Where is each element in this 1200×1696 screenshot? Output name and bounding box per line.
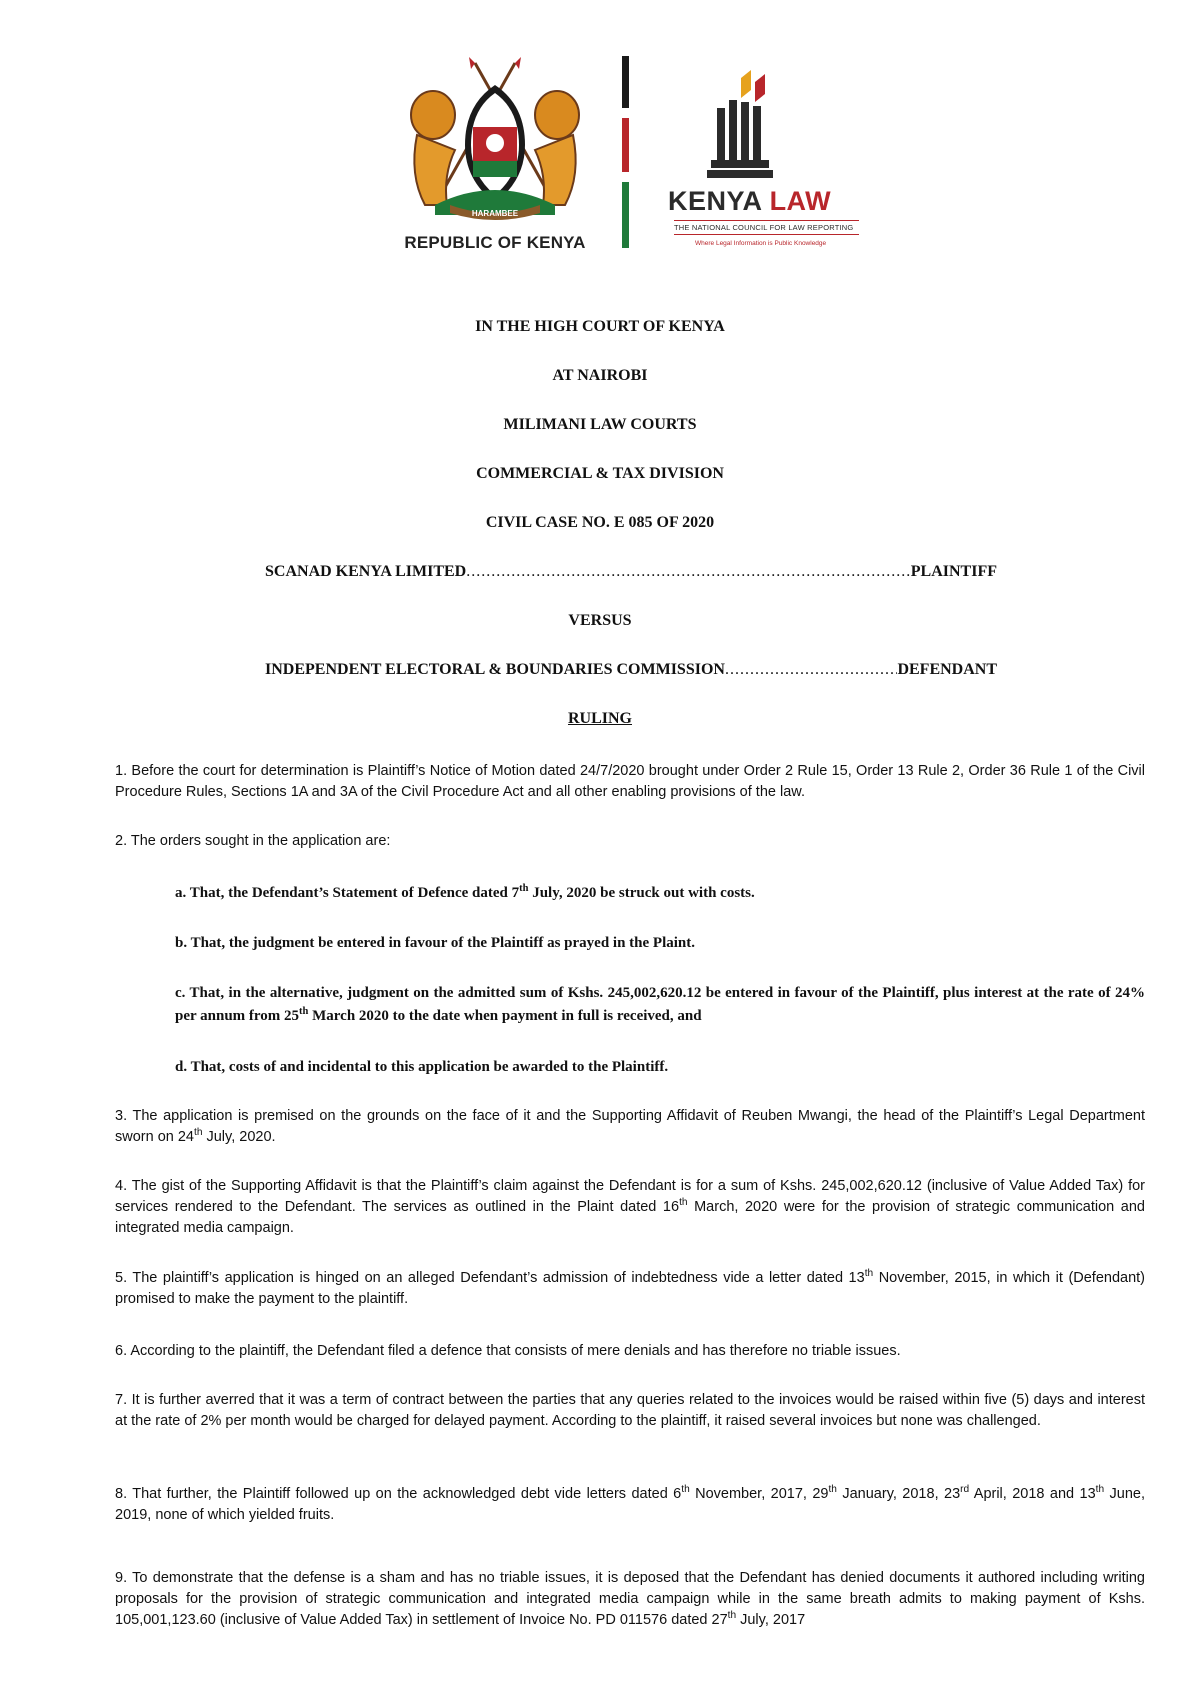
paragraph-3-sup: th [194,1127,203,1139]
order-c [175,982,1145,1028]
paragraph-5-text-2: November, 2015, in which it (Defendant) promised to make the payment to the plaintiff. [115,1270,1146,1307]
order-c-text-2: March 2020 to the date when payment in full is received, and [308,1008,702,1024]
paragraph-8-text-3: January, 2018, 23 [836,1486,961,1502]
order-a-text-2: July, 2020 be struck out with costs. [528,885,755,901]
paragraph-8-text-4: April, 2018 and 13 [969,1486,1096,1502]
plaintiff-line [265,563,997,581]
paragraph-8 [115,1484,1145,1526]
paragraph-4-text-1: 4. The gist of the Supporting Affidavit is that the Plaintiff’s claim against the Defendant is for a sum of Kshs. 245,002,620.12 (inclusive of Value Added Tax) for services rendered to the Defendant. The services as outlined in the Plaint dated 16 [115,1178,1145,1215]
defendant-name: INDEPENDENT ELECTORAL & BOUNDARIES COMMISSION [265,661,725,678]
paragraph-3 [115,1106,1145,1148]
paragraph-3-text-1: 3. The application is premised on the grounds on the face of it and the Supporting Affidavit of Reuben Mwangi, the head of the Plaintiff’s Legal Department sworn on 24 [115,1108,1145,1145]
kenya-law-title-b: LAW [769,186,832,216]
paragraph-6: 6. According to the plaintiff, the Defendant filed a defence that consists of mere denials and has therefore no triable issues. [115,1343,901,1359]
kenya-law-logo [660,70,860,250]
paragraph-2: 2. The orders sought in the application are: [115,833,391,849]
paragraph-7: 7. It is further averred that it was a term of contract between the parties that any queries related to the invoices would be raised within five (5) days and interest at the rate of 2% per month would be charged for delayed payment. According to the plaintiff, it raised several invoices but none was challenged. [115,1392,1145,1429]
paragraph-8-sup-1: th [681,1484,690,1496]
paragraph-8-sup-2: th [828,1484,837,1496]
coat-of-arms-logo [395,55,595,255]
paragraph-4-sup: th [679,1197,688,1209]
ruling-title-text: RULING [567,710,632,727]
kenya-law-title [668,186,831,217]
paragraph-8-sup-3: rd [960,1484,970,1496]
defendant-line [265,661,997,679]
order-d: d. That, costs of and incidental to this application be awarded to the Plaintiff. [175,1059,669,1075]
paragraph-9-text-2: July, 2017 [736,1612,806,1628]
kenya-law-subtitle: THE NATIONAL COUNCIL FOR LAW REPORTING [674,220,859,235]
paragraph-5-text-1: 5. The plaintiff’s application is hinged on an alleged Defendant’s admission of indebtedness vide a letter dated 13 [115,1270,865,1286]
court-location: AT NAIROBI [552,367,648,384]
paragraph-8-text-1: 8. That further, the Plaintiff followed up on the acknowledged debt vide letters dated 6 [115,1486,682,1502]
order-a-text-1: a. That, the Defendant’s Statement of Defence dated 7 [175,885,520,901]
paragraph-8-sup-4: th [1095,1484,1105,1496]
paragraph-9-sup: th [727,1610,737,1622]
order-c-sup: th [299,1006,309,1017]
paragraph-8-text-2: November, 2017, 29 [689,1486,829,1502]
plaintiff-role: PLAINTIFF [910,563,997,580]
coat-of-arms-caption: REPUBLIC OF KENYA [404,233,586,252]
order-a [175,882,1145,905]
kenya-law-pillars-icon [675,70,815,185]
kenya-law-title-a: KENYA [668,186,762,216]
paragraph-5-sup: th [864,1268,874,1280]
kenya-law-tagline: Where Legal Information is Public Knowledge [695,240,827,247]
order-a-sup: th [519,883,529,894]
defendant-role: DEFENDANT [897,661,997,678]
paragraph-4 [115,1176,1145,1239]
paragraph-4-text-2: March, 2020 were for the provision of strategic communication and integrated media campaign. [115,1199,1145,1236]
ruling-title [0,710,1200,728]
court-name: MILIMANI LAW COURTS [503,416,697,433]
case-number: CIVIL CASE NO. E 085 OF 2020 [485,514,715,531]
paragraph-8-text-5: June, 2019, none of which yielded fruits. [115,1486,1145,1523]
plaintiff-name: SCANAD KENYA LIMITED [265,563,467,580]
court-heading: IN THE HIGH COURT OF KENYA [475,318,725,335]
paragraph-5 [115,1268,1145,1310]
plaintiff-leader-dots [466,563,911,581]
coat-of-arms-emblem [395,55,595,225]
paragraph-9 [115,1568,1145,1631]
order-c-text-1: c. That, in the alternative, judgment on the admitted sum of Kshs. 245,002,620.12 be entered in favour of the Plaintiff, plus interest at the rate of 24% per annum from 25 [175,985,1145,1024]
paragraph-3-text-2: July, 2020. [202,1129,276,1145]
versus-label: VERSUS [568,612,632,629]
paragraph-9-text-1: 9. To demonstrate that the defense is a sham and has no triable issues, it is deposed that the Defendant has denied documents it authored including writing proposals for the provision of strategic communication and integrated media campaign while in the same breath admits to making payment of Kshs. 105,001,123.60 (inclusive of Value Added Tax) in settlement of Invoice No. PD 011576 dated 27 [115,1570,1145,1628]
flag-color-bar [622,56,629,248]
defendant-leader-dots [725,661,898,679]
coat-of-arms-motto: HARAMBEE [471,209,519,218]
paragraph-1: 1. Before the court for determination is Plaintiff’s Notice of Motion dated 24/7/2020 brought under Order 2 Rule 15, Order 13 Rule 2, Order 36 Rule 1 of the Civil Procedure Rules, Sections 1A and 3A of the Civil Procedure Act and all other enabling provisions of the law. [115,763,1145,800]
order-b: b. That, the judgment be entered in favour of the Plaintiff as prayed in the Plaint. [175,935,696,951]
court-division: COMMERCIAL & TAX DIVISION [476,465,724,482]
